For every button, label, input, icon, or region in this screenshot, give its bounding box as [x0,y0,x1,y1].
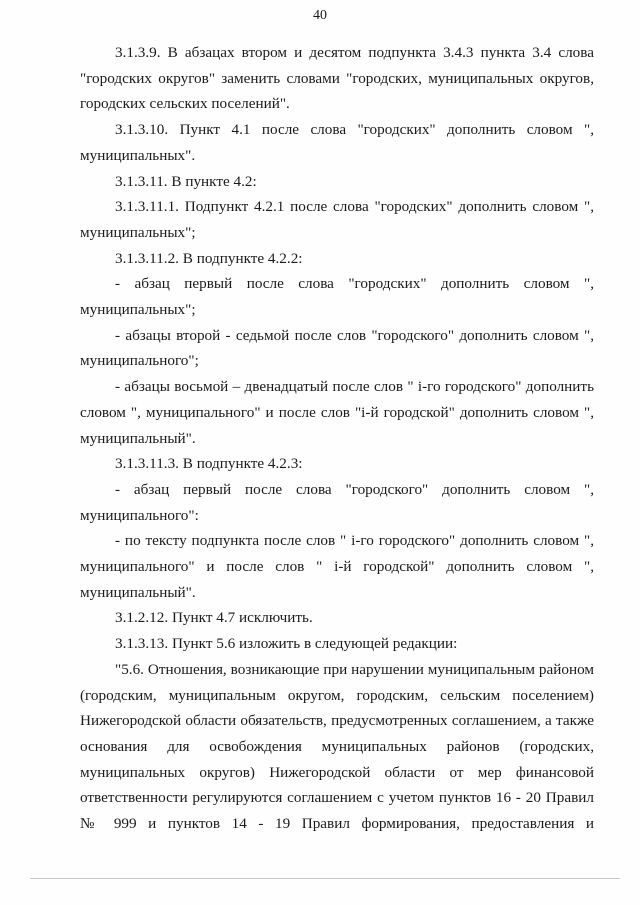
list-item-eighth-twelfth: - абзацы восьмой – двенадцатый после слов " i-го городского" дополнить словом ", муниципального" и после слов "i-й городской" дополнить словом ", муниципальный". [80,378,594,447]
paragraph-3-1-3-10: 3.1.3.10. Пункт 4.1 после слова "городских" дополнить словом ", муниципальных". [80,121,594,164]
paragraph-3-1-3-11-3: 3.1.3.11.3. В подпункте 4.2.3: [115,455,303,473]
list-item-second-seventh: - абзацы второй - седьмой после слов "городского" дополнить словом ", муниципального"; [80,326,594,370]
list-item-first-paragraph-4-2-3: - абзац первый после слова "городского" дополнить словом ", муниципального": [80,480,594,524]
paragraph-3-1-3-9: 3.1.3.9. В абзацах втором и десятом подпункта 3.4.3 пункта 3.4 слова "городских округов" заменить словами "городских, муниципальных округов, городских сельских поселений". [80,44,594,113]
paragraph-3-1-3-11-2: 3.1.3.11.2. В подпункте 4.2.2: [115,249,303,267]
paragraph-3-1-3-11: 3.1.3.11. В пункте 4.2: [115,172,257,190]
list-item-first-paragraph: - абзац первый после слова "городских" дополнить словом ", муниципальных"; [80,275,594,319]
paragraph-3-1-3-13: 3.1.3.13. Пункт 5.6 изложить в следующей редакции: [115,635,458,653]
paragraph-3-1-2-12: 3.1.2.12. Пункт 4.7 исключить. [115,609,313,627]
page-number: 40 [313,8,327,23]
bottom-scan-line [30,878,620,879]
list-item-throughout-text: - по тексту подпункта после слов " i-го городского" дополнить словом ", муниципального" и после слов " i-й городской" дополнить словом ", муниципальный". [80,532,594,601]
document-body [80,40,594,837]
quoted-paragraph-5-6: "5.6. Отношения, возникающие при нарушении муниципальным районом (городским, муниципальным округом, городским, сельским поселением) Нижегородской области обязательств, предусмотренных соглашением, а также основания для освобождения муниципальных районов (городских, муниципальных округов) Нижегородской области от мер финансовой ответственности регулируются соглашением с учетом пунктов 16 - 20 Правил № 999 и пунктов 14 - 19 Правил формирования, предоставления и [80,660,594,833]
paragraph-3-1-3-11-1: 3.1.3.11.1. Подпункт 4.2.1 после слова "городских" дополнить словом ", муниципальных"; [80,198,594,241]
